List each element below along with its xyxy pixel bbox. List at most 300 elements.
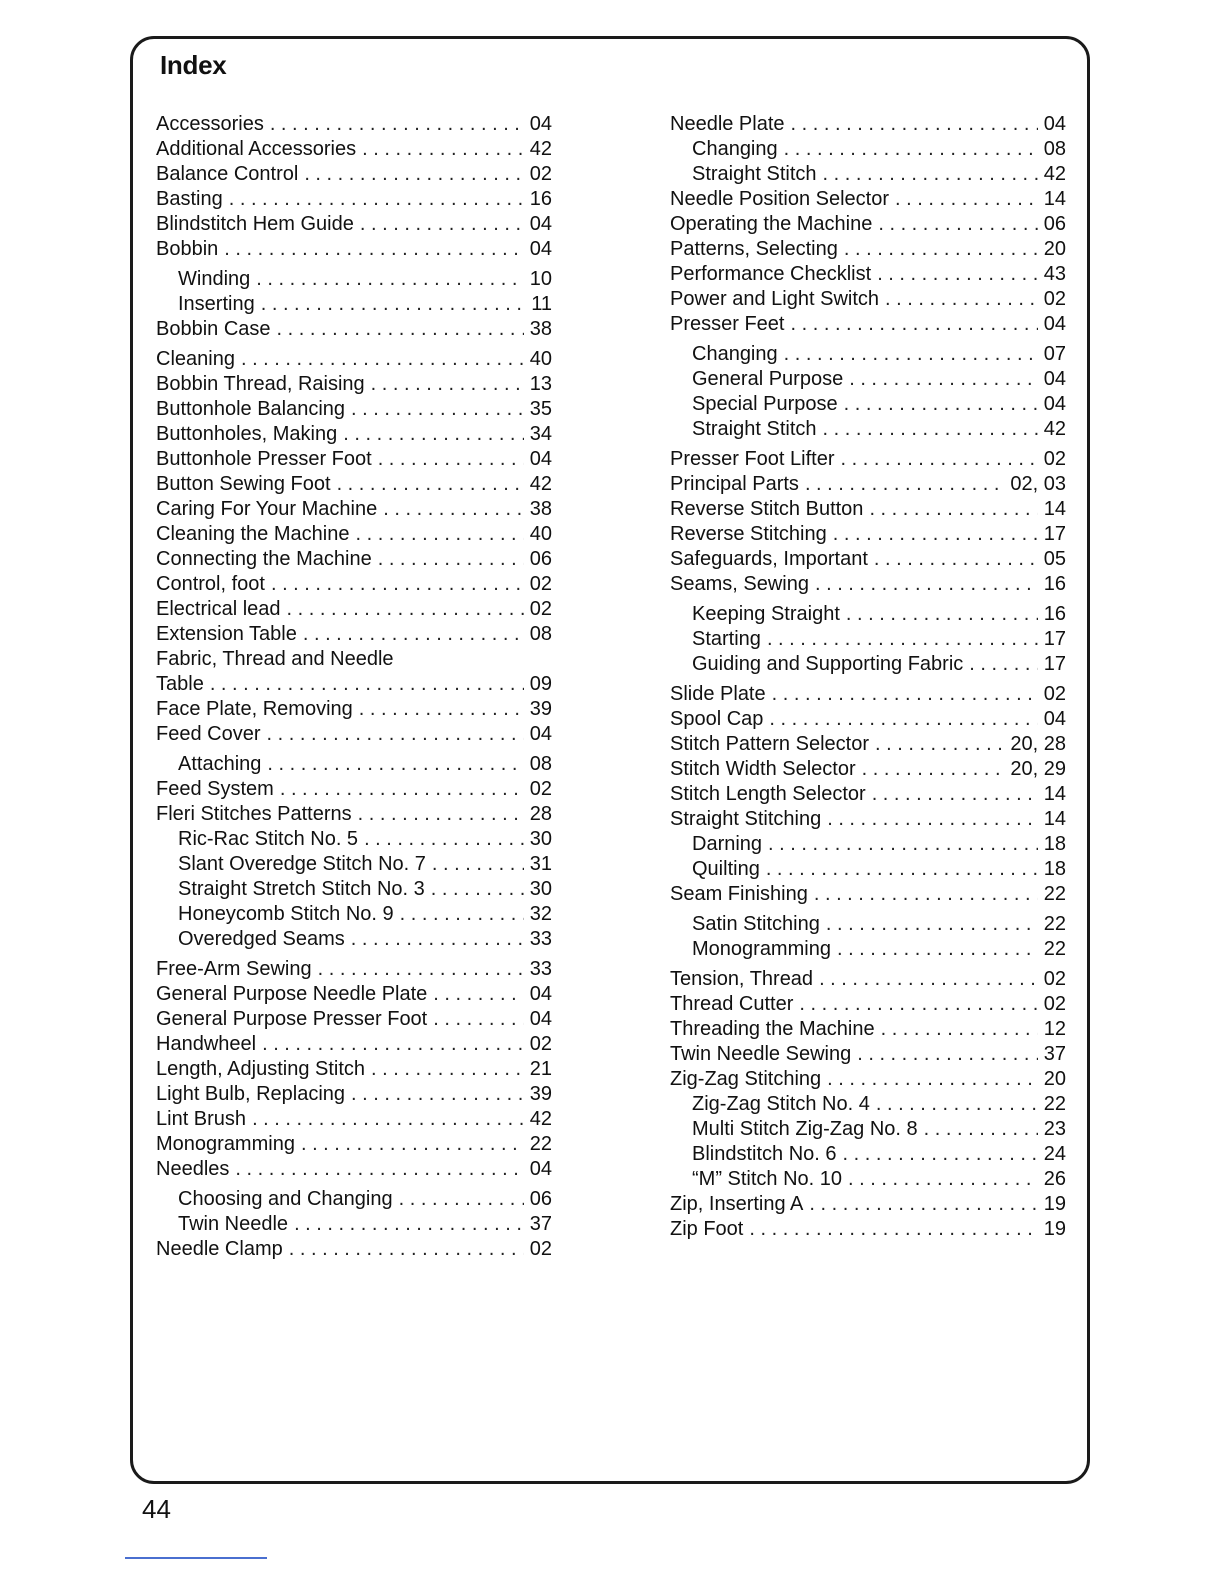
dot-leader — [224, 237, 523, 262]
index-entry-page: 31 — [529, 853, 552, 875]
index-entry — [156, 902, 552, 927]
index-entry-label: Needle Plate — [670, 113, 785, 135]
dot-leader — [878, 212, 1037, 237]
index-entry-label: Ric-Rac Stitch No. 5 — [178, 828, 359, 850]
dot-leader — [343, 422, 524, 447]
dot-leader — [303, 622, 524, 647]
dot-leader — [768, 832, 1038, 857]
index-entry-label: Attaching — [178, 753, 262, 775]
index-entry-page: 02 — [529, 1033, 552, 1055]
index-entry-page: 14 — [1043, 188, 1066, 210]
index-entry-page: 17 — [1043, 653, 1066, 675]
index-entry — [156, 422, 552, 447]
index-entry — [670, 682, 1066, 707]
index-entry-page: 38 — [529, 318, 552, 340]
index-entry — [156, 522, 552, 547]
dot-leader — [819, 967, 1038, 992]
index-entry-page: 02 — [529, 598, 552, 620]
index-entry-page: 39 — [529, 1083, 552, 1105]
index-entry — [670, 757, 1066, 782]
index-entry — [670, 1167, 1066, 1192]
index-entry-page: 04 — [1043, 368, 1066, 390]
dot-leader — [355, 522, 523, 547]
dot-leader — [846, 602, 1038, 627]
dot-leader — [766, 857, 1038, 882]
index-entry — [670, 627, 1066, 652]
dot-leader — [772, 682, 1038, 707]
dot-leader — [229, 187, 524, 212]
index-entry-page: 18 — [1043, 833, 1066, 855]
dot-leader — [351, 1082, 524, 1107]
dot-leader — [400, 902, 524, 927]
index-entry-label: General Purpose — [692, 368, 844, 390]
index-entry — [670, 1192, 1066, 1217]
index-entry-page: 16 — [1043, 603, 1066, 625]
index-entry-page: 02 — [529, 778, 552, 800]
index-entry — [156, 852, 552, 877]
index-entry — [156, 802, 552, 827]
dot-leader — [869, 497, 1037, 522]
index-entry-page: 17 — [1043, 523, 1066, 545]
index-entry-label: Bobbin — [156, 238, 219, 260]
index-entry — [156, 212, 552, 237]
index-entry-page: 30 — [529, 878, 552, 900]
index-entry-label: Light Bulb, Replacing — [156, 1083, 346, 1105]
index-entry-label: Bobbin Thread, Raising — [156, 373, 365, 395]
dot-leader — [383, 497, 524, 522]
index-entry-page: 09 — [529, 673, 552, 695]
index-entry-label: Electrical lead — [156, 598, 281, 620]
index-entry-label: Stitch Width Selector — [670, 758, 856, 780]
index-entry-label: Buttonhole Presser Foot — [156, 448, 372, 470]
index-entry-page: 40 — [529, 523, 552, 545]
index-entry — [670, 732, 1066, 757]
dot-leader — [844, 392, 1038, 417]
index-entry — [156, 1107, 552, 1132]
dot-leader — [294, 1212, 524, 1237]
index-column-right — [670, 112, 1066, 1242]
dot-leader — [924, 1117, 1038, 1142]
index-entry-label: Accessories — [156, 113, 264, 135]
index-entry-label: Operating the Machine — [670, 213, 873, 235]
index-entry — [156, 1212, 552, 1237]
index-entry-label: Zip Foot — [670, 1218, 744, 1240]
index-entry — [670, 652, 1066, 677]
dot-leader — [784, 137, 1038, 162]
index-entry-label: Zip, Inserting A — [670, 1193, 804, 1215]
index-entry-page: 33 — [529, 928, 552, 950]
index-entry-page: 22 — [529, 1133, 552, 1155]
index-entry — [156, 347, 552, 372]
index-entry-label: Straight Stitching — [670, 808, 822, 830]
index-entry — [670, 602, 1066, 627]
index-entry-page: 06 — [529, 1188, 552, 1210]
index-entry-page: 02 — [529, 573, 552, 595]
index-entry-label: Slant Overedge Stitch No. 7 — [178, 853, 426, 875]
index-entry-page: 04 — [1043, 708, 1066, 730]
index-entry — [670, 112, 1066, 137]
index-entry-page: 23 — [1043, 1118, 1066, 1140]
index-entry — [670, 447, 1066, 472]
index-entry-page: 18 — [1043, 858, 1066, 880]
index-entry-label: Honeycomb Stitch No. 9 — [178, 903, 394, 925]
index-entry — [156, 267, 552, 292]
dot-leader — [885, 287, 1038, 312]
index-entry-label: Bobbin Case — [156, 318, 271, 340]
index-entry-label: Reverse Stitching — [670, 523, 827, 545]
dot-leader — [875, 732, 1004, 757]
index-entry-label: Slide Plate — [670, 683, 766, 705]
dot-leader — [823, 417, 1038, 442]
index-entry — [156, 1082, 552, 1107]
index-column-left — [156, 112, 552, 1262]
dot-leader — [267, 722, 524, 747]
index-entry — [156, 472, 552, 497]
index-entry-label: Feed System — [156, 778, 274, 800]
index-entry-label: Caring For Your Machine — [156, 498, 378, 520]
index-entry-label: Reverse Stitch Button — [670, 498, 864, 520]
index-entry — [670, 1017, 1066, 1042]
index-entry-label: Performance Checklist — [670, 263, 872, 285]
index-entry-label: Changing — [692, 343, 778, 365]
index-entry-page: 02 — [1043, 448, 1066, 470]
dot-leader — [827, 1067, 1038, 1092]
index-entry — [670, 497, 1066, 522]
index-entry-label: General Purpose Presser Foot — [156, 1008, 428, 1030]
index-entry — [670, 967, 1066, 992]
index-entry-label: Buttonholes, Making — [156, 423, 338, 445]
dot-leader — [827, 807, 1038, 832]
dot-leader — [431, 877, 524, 902]
index-entry-page: 02 — [529, 163, 552, 185]
index-entry-label: Straight Stretch Stitch No. 3 — [178, 878, 425, 900]
index-entry-label: “M” Stitch No. 10 — [692, 1168, 843, 1190]
index-entry-label: Presser Feet — [670, 313, 785, 335]
dot-leader — [833, 522, 1038, 547]
index-entry-page: 04 — [529, 238, 552, 260]
index-entry-page: 22 — [1043, 883, 1066, 905]
index-entry — [156, 137, 552, 162]
index-entry — [670, 212, 1066, 237]
dot-leader — [857, 1042, 1038, 1067]
index-entry-label: Inserting — [178, 293, 255, 315]
dot-leader — [270, 112, 524, 137]
index-entry — [670, 392, 1066, 417]
index-entry — [670, 807, 1066, 832]
dot-leader — [399, 1187, 524, 1212]
index-entry-page: 04 — [529, 723, 552, 745]
index-entry — [670, 1067, 1066, 1092]
index-entry-page: 20 — [1043, 238, 1066, 260]
index-entry-label: Zig-Zag Stitch No. 4 — [692, 1093, 870, 1115]
index-entry — [156, 722, 552, 747]
index-entry-label: Blindstitch Hem Guide — [156, 213, 354, 235]
index-entry-label: General Purpose Needle Plate — [156, 983, 428, 1005]
index-entry-label: Stitch Length Selector — [670, 783, 866, 805]
index-entry — [670, 1142, 1066, 1167]
index-entry-page: 12 — [1043, 1018, 1066, 1040]
index-entry — [670, 472, 1066, 497]
dot-leader — [844, 237, 1038, 262]
index-entry-page: 43 — [1043, 263, 1066, 285]
index-entry — [670, 262, 1066, 287]
index-entry-label: Straight Stitch — [692, 163, 817, 185]
index-entry — [156, 982, 552, 1007]
index-entry-page: 14 — [1043, 808, 1066, 830]
index-entry-page: 10 — [529, 268, 552, 290]
index-entry-page: 24 — [1043, 1143, 1066, 1165]
index-entry-page: 38 — [529, 498, 552, 520]
index-entry — [670, 1217, 1066, 1242]
index-entry-page: 22 — [1043, 1093, 1066, 1115]
index-entry-label: Basting — [156, 188, 223, 210]
index-entry — [670, 1042, 1066, 1067]
index-entry — [670, 992, 1066, 1017]
index-entry — [156, 927, 552, 952]
dot-leader — [277, 317, 524, 342]
index-entry — [670, 137, 1066, 162]
index-entry-page: 21 — [529, 1058, 552, 1080]
index-entry-page: 42 — [529, 1108, 552, 1130]
dot-leader — [371, 1057, 524, 1082]
index-entry-page: 42 — [529, 138, 552, 160]
dot-leader — [433, 1007, 524, 1032]
index-entry-label: Power and Light Switch — [670, 288, 880, 310]
dot-leader — [841, 447, 1038, 472]
index-entry-page: 04 — [529, 213, 552, 235]
dot-leader — [210, 672, 524, 697]
index-entry — [156, 112, 552, 137]
index-entry — [670, 857, 1066, 882]
dot-leader — [364, 827, 524, 852]
index-entry — [156, 597, 552, 622]
index-entry-label: Length, Adjusting Stitch — [156, 1058, 366, 1080]
index-entry — [156, 572, 552, 597]
dot-leader — [301, 1132, 524, 1157]
index-entry-label: Control, foot — [156, 573, 265, 595]
index-entry — [670, 162, 1066, 187]
index-entry-label: Darning — [692, 833, 763, 855]
index-entry-label: Tension, Thread — [670, 968, 814, 990]
index-entry-page: 02 — [1043, 683, 1066, 705]
index-entry-page: 39 — [529, 698, 552, 720]
index-entry-page: 04 — [529, 1008, 552, 1030]
index-entry-label: Stitch Pattern Selector — [670, 733, 869, 755]
index-entry-label: Keeping Straight — [692, 603, 840, 625]
dot-leader — [809, 1192, 1037, 1217]
index-entry-label: Safeguards, Important — [670, 548, 868, 570]
index-entry-label: Lint Brush — [156, 1108, 247, 1130]
dot-leader — [378, 547, 524, 572]
index-entry-page: 16 — [1043, 573, 1066, 595]
dot-leader — [433, 982, 523, 1007]
dot-leader — [843, 1142, 1038, 1167]
index-entry — [156, 622, 552, 647]
index-entry-label: Needle Clamp — [156, 1238, 283, 1260]
dot-leader — [790, 312, 1037, 337]
index-entry-label: Multi Stitch Zig-Zag No. 8 — [692, 1118, 918, 1140]
index-entry-label: Starting — [692, 628, 761, 650]
index-entry — [156, 237, 552, 262]
dot-leader — [358, 802, 524, 827]
dot-leader — [256, 267, 523, 292]
dot-leader — [769, 707, 1037, 732]
dot-leader — [815, 572, 1038, 597]
index-entry — [670, 937, 1066, 962]
index-entry — [156, 827, 552, 852]
index-entry — [156, 547, 552, 572]
index-entry — [156, 187, 552, 212]
index-entry-label: Balance Control — [156, 163, 299, 185]
index-entry-label: Button Sewing Foot — [156, 473, 331, 495]
index-entry-page: 32 — [529, 903, 552, 925]
index-entry-label: Quilting — [692, 858, 760, 880]
index-entry — [156, 1157, 552, 1182]
index-entry — [156, 1032, 552, 1057]
index-entry — [670, 1117, 1066, 1142]
index-entry — [156, 957, 552, 982]
index-entry-label: Table — [156, 673, 204, 695]
dot-leader — [360, 212, 524, 237]
dot-leader — [267, 752, 523, 777]
dot-leader — [271, 572, 524, 597]
index-entry-page: 17 — [1043, 628, 1066, 650]
index-entry-label: Connecting the Machine — [156, 548, 372, 570]
index-entry-page: 02 — [529, 1238, 552, 1260]
index-entry-label: Overedged Seams — [178, 928, 345, 950]
index-entry-label: Seam Finishing — [670, 883, 808, 905]
index-entry-page: 13 — [529, 373, 552, 395]
index-entry-label: Additional Accessories — [156, 138, 357, 160]
index-entry — [670, 1092, 1066, 1117]
index-entry — [156, 647, 552, 672]
index-entry-label: Face Plate, Removing — [156, 698, 353, 720]
index-entry — [156, 497, 552, 522]
index-entry — [156, 752, 552, 777]
index-entry-page: 19 — [1043, 1193, 1066, 1215]
index-entry-label: Twin Needle — [178, 1213, 289, 1235]
dot-leader — [826, 912, 1038, 937]
index-entry-page: 02 — [1043, 968, 1066, 990]
index-entry-label: Needle Position Selector — [670, 188, 890, 210]
dot-leader — [261, 292, 526, 317]
dot-leader — [351, 397, 524, 422]
dot-leader — [362, 137, 524, 162]
index-entry — [670, 287, 1066, 312]
index-entry — [670, 367, 1066, 392]
index-entry-label: Fleri Stitches Patterns — [156, 803, 352, 825]
dot-leader — [235, 1157, 523, 1182]
dot-leader — [749, 1217, 1037, 1242]
index-entry-label: Buttonhole Balancing — [156, 398, 346, 420]
index-entry-label: Seams, Sewing — [670, 573, 809, 595]
index-entry-page: 11 — [531, 293, 552, 315]
index-entry-page: 08 — [1043, 138, 1066, 160]
dot-leader — [280, 777, 524, 802]
dot-leader — [814, 882, 1038, 907]
index-entry-label: Presser Foot Lifter — [670, 448, 835, 470]
dot-leader — [895, 187, 1038, 212]
index-entry-page: 34 — [529, 423, 552, 445]
dot-leader — [791, 112, 1038, 137]
index-entry-page: 42 — [529, 473, 552, 495]
index-entry — [670, 237, 1066, 262]
dot-leader — [351, 927, 524, 952]
index-entry-label: Special Purpose — [692, 393, 838, 415]
index-entry — [156, 777, 552, 802]
index-entry-page: 02 — [1043, 993, 1066, 1015]
index-entry-label: Cleaning the Machine — [156, 523, 350, 545]
dot-leader — [823, 162, 1038, 187]
index-entry — [156, 1237, 552, 1262]
index-entry — [670, 522, 1066, 547]
footer-rule — [125, 1557, 267, 1559]
index-entry — [156, 1057, 552, 1082]
index-entry-page: 06 — [529, 548, 552, 570]
index-entry-label: Principal Parts — [670, 473, 799, 495]
index-entry-label: Changing — [692, 138, 778, 160]
index-entry-label: Fabric, Thread and Needle — [156, 648, 394, 670]
index-entry — [156, 1132, 552, 1157]
index-entry-page: 04 — [529, 448, 552, 470]
dot-leader — [876, 1092, 1038, 1117]
dot-leader — [784, 342, 1038, 367]
index-entry-label: Feed Cover — [156, 723, 261, 745]
index-entry — [156, 162, 552, 187]
index-entry-label: Free-Arm Sewing — [156, 958, 312, 980]
index-entry-page: 20, 28 — [1010, 733, 1066, 755]
index-entry-label: Satin Stitching — [692, 913, 820, 935]
index-entry-page: 14 — [1043, 498, 1066, 520]
index-entry-page: 05 — [1043, 548, 1066, 570]
index-entry-label: Monogramming — [692, 938, 831, 960]
index-entry — [156, 397, 552, 422]
index-entry-page: 20 — [1043, 1068, 1066, 1090]
index-entry — [670, 832, 1066, 857]
index-entry — [670, 912, 1066, 937]
dot-leader — [262, 1032, 524, 1057]
index-entry-page: 04 — [529, 113, 552, 135]
index-entry-label: Patterns, Selecting — [670, 238, 838, 260]
dot-leader — [848, 1167, 1038, 1192]
index-entry — [156, 1007, 552, 1032]
dot-leader — [359, 697, 524, 722]
index-entry-page: 35 — [529, 398, 552, 420]
index-entry — [156, 317, 552, 342]
index-entry-label: Straight Stitch — [692, 418, 817, 440]
index-entry-label: Winding — [178, 268, 251, 290]
index-entry-label: Handwheel — [156, 1033, 257, 1055]
index-entry-label: Spool Cap — [670, 708, 764, 730]
index-entry-label: Extension Table — [156, 623, 297, 645]
index-entry-label: Blindstitch No. 6 — [692, 1143, 837, 1165]
index-entry-page: 19 — [1043, 1218, 1066, 1240]
index-entry-page: 14 — [1043, 783, 1066, 805]
index-entry-label: Cleaning — [156, 348, 235, 370]
dot-leader — [805, 472, 1004, 497]
index-entry-label: Thread Cutter — [670, 993, 794, 1015]
index-entry — [156, 292, 552, 317]
index-entry-page: 16 — [529, 188, 552, 210]
index-entry — [670, 882, 1066, 907]
dot-leader — [874, 547, 1038, 572]
index-entry-label: Choosing and Changing — [178, 1188, 393, 1210]
index-entry — [156, 447, 552, 472]
dot-leader — [318, 957, 524, 982]
index-entry-page: 08 — [529, 753, 552, 775]
dot-leader — [872, 782, 1038, 807]
dot-leader — [252, 1107, 524, 1132]
